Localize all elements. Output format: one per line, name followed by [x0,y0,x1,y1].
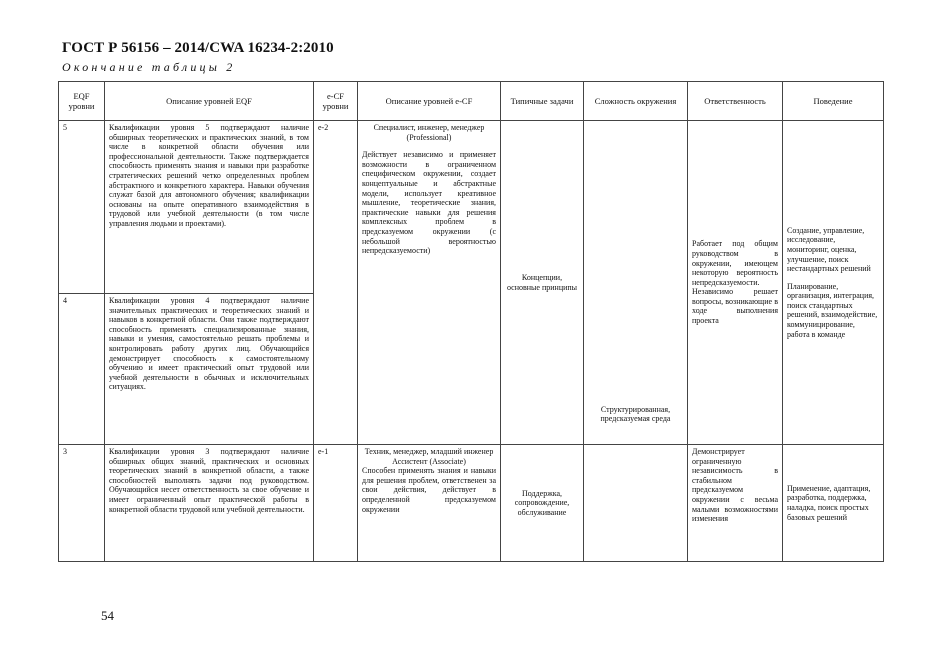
responsibility-cell: Демонстрирует ограниченную независимость в стабильном предсказуемом окружении с весьма малыми возможностями изменения [688,445,783,562]
table-header-row [59,82,884,121]
column-header-ecf-description: Описание уровней e-CF [358,82,501,121]
responsibility-cell: Работает под общим руководством в окружении, имеющем некоторую вероятность непредсказуемости. Независимо решает вопросы, возникающие в ходе выполнения проекта [688,121,783,445]
behavior-cell [783,121,884,445]
eqf-level-cell: 5 [59,121,105,294]
column-header-ecf-level: e-CF уровни [314,82,358,121]
table-row-level-3 [59,445,884,562]
ecf-level-cell: e-1 [314,445,358,562]
environment-cell [584,445,688,562]
eqf-level-cell: 4 [59,294,105,445]
behavior-cell: Применение, адаптация, разработка, поддержка, наладка, поиск простых базовых решений [783,445,884,562]
column-header-environment-complexity: Сложность окружения [584,82,688,121]
table-row-level-5 [59,121,884,294]
column-header-typical-tasks: Типичные задачи [501,82,584,121]
eqf-description-cell: Квалификации уровня 5 подтверждают наличие обширных теоретических и практических знаний, в том числе в конкретной области обучения или профессиональной деятельности. Также подтверждается способность применять знания и навыки при разработке стратегических решений четко определенных проблем абстрактного и конкретного характера. Навыки обучения служат базой для автономного обучения; квалификации основаны на опыте оперативного взаимодействия в трудовой или учебной деятельности (в том числе управления людьми и проектами). [105,121,314,294]
behavior-text-upper: Создание, управление, исследование, мониторинг, оценка, улучшение, поиск нестандартных решений [787,225,871,274]
eqf-ecf-table [58,81,884,562]
environment-cell: Структурированная, предсказуемая среда [584,121,688,445]
ecf-description-text: Способен применять знания и навыки для решения проблем, ответственен за свои действия, действует в определенной предсказуемом окружении [362,466,496,514]
ecf-title: Техник, менеджер, младший инженер Ассистент (Associate) [364,447,494,466]
document-title: ГОСТ Р 56156 – 2014/CWA 16234-2:2010 [62,40,334,56]
page-number: 54 [101,608,114,623]
eqf-description-cell: Квалификации уровня 3 подтверждают наличие обширных общих знаний, практических и основных теоретических знаний в конкретной области, а также способностей выполнять задачи под руководством. Обучающийся несет ответственность за свое обучение и имеет ограниченный опыт практической работы в конкретной области трудовой или учебной деятельности. [105,445,314,562]
column-header-behavior: Поведение [783,82,884,121]
column-header-responsibility: Ответственность [688,82,783,121]
eqf-description-cell: Квалификации уровня 4 подтверждают наличие значительных практических и теоретических знаний и навыков в конкретной области. Они также подтверждают способность применять специализированные знания, навыки и умения, самостоятельно решать проблемы и контролировать работу других лиц. Обучающийся демонстрирует способность к самостоятельному обучению и имеет практический опыт трудовой или учебной деятельности в обычных и исключительных ситуациях. [105,294,314,445]
table-continuation-caption: Окончание таблицы 2 [62,60,236,74]
ecf-title: Специалист, инженер, менеджер (Professional) [373,123,485,142]
ecf-description-cell [358,445,501,562]
ecf-level-cell: e-2 [314,121,358,445]
ecf-description-text: Действует независимо и применяет возможности в ограниченном специфическом окружении, создает концептуальные и абстрактные модели, использует креативное мышление, теоретические знания, практические навыки для решения комплексных проблем в предсказуемом окружении (с небольшой вероятностью непредсказуемости) [362,150,496,256]
ecf-description-cell [358,121,501,445]
behavior-text-lower: Планирование, организация, интеграция, поиск стандартных решений, взаимодействие, коммуницирование, работа в команде [787,281,878,339]
typical-tasks-cell: Концепции, основные принципы [501,121,584,445]
eqf-level-cell: 3 [59,445,105,562]
column-header-eqf-level: EQF уровни [59,82,105,121]
typical-tasks-cell: Поддержка, сопровождение, обслуживание [501,445,584,562]
column-header-eqf-description: Описание уровней EQF [105,82,314,121]
